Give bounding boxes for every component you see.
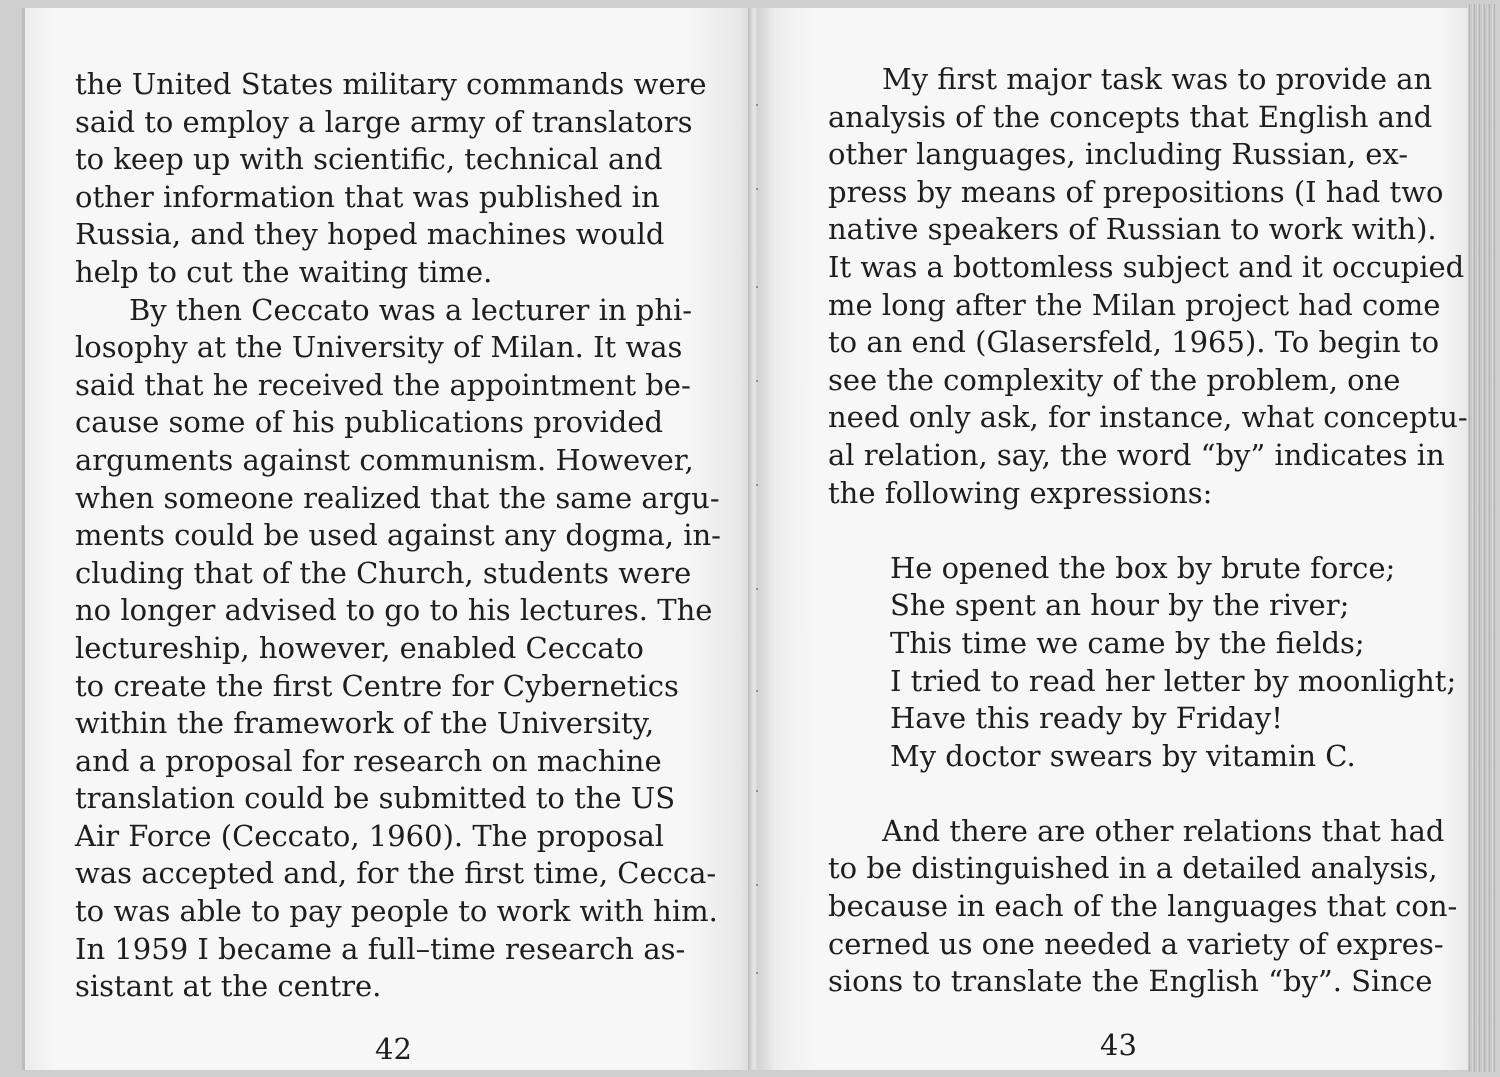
example-line: He opened the box by brute force; bbox=[890, 550, 1396, 585]
text-line: Russia, and they hoped machines would bbox=[75, 217, 665, 252]
text-line: translation could be submitted to the US bbox=[75, 781, 676, 816]
text-line: to keep up with scientific, technical and bbox=[75, 142, 663, 177]
page-number-left: 42 bbox=[375, 1032, 412, 1066]
text-line: me long after the Milan project had come bbox=[828, 287, 1441, 322]
text-line: In 1959 I became a full–time research as- bbox=[75, 931, 686, 966]
text-line: to be distinguished in a detailed analysis, bbox=[828, 851, 1438, 886]
example-line: My doctor swears by vitamin C. bbox=[890, 738, 1356, 773]
example-line: This time we came by the fields; bbox=[890, 625, 1365, 660]
text-line: By then Ceccato was a lecturer in phi- bbox=[129, 292, 693, 327]
text-line: losophy at the University of Milan. It was bbox=[75, 330, 683, 365]
text-line: need only ask, for instance, what conceptu- bbox=[828, 400, 1468, 435]
page-number-right: 43 bbox=[1100, 1028, 1137, 1062]
text-line: within the framework of the University, bbox=[75, 706, 655, 741]
text-line: was accepted and, for the first time, Cecca- bbox=[75, 856, 717, 891]
example-line: I tried to read her letter by moonlight; bbox=[890, 663, 1457, 698]
text-line: to was able to pay people to work with him. bbox=[75, 894, 718, 929]
left-page bbox=[22, 8, 750, 1070]
text-line: no longer advised to go to his lectures. The bbox=[75, 593, 713, 628]
left-page-text bbox=[75, 66, 721, 1006]
text-line: sions to translate the English “by”. Since bbox=[828, 964, 1433, 999]
text-line: to an end (Glasersfeld, 1965). To begin to bbox=[828, 325, 1440, 360]
text-line: cause some of his publications provided bbox=[75, 405, 664, 440]
text-line: native speakers of Russian to work with). bbox=[828, 212, 1437, 247]
example-line: Have this ready by Friday! bbox=[890, 701, 1283, 736]
text-line: My first major task was to provide an bbox=[882, 62, 1433, 96]
text-line: other languages, including Russian, ex- bbox=[828, 137, 1409, 172]
text-line: because in each of the languages that con- bbox=[828, 889, 1458, 924]
text-line: ments could be used against any dogma, in- bbox=[75, 518, 721, 553]
right-page bbox=[758, 8, 1468, 1070]
text-line: al relation, say, the word “by” indicates in bbox=[828, 437, 1445, 472]
text-line: lectureship, however, enabled Ceccato bbox=[75, 630, 644, 665]
text-line: arguments against communism. However, bbox=[75, 442, 694, 477]
spacer bbox=[828, 512, 1438, 550]
text-line: see the complexity of the problem, one bbox=[828, 362, 1401, 397]
text-line: other information that was published in bbox=[75, 179, 660, 214]
right-page-text bbox=[828, 61, 1468, 1001]
text-line: the following expressions: bbox=[828, 475, 1213, 510]
text-line: It was a bottomless subject and it occupied bbox=[828, 249, 1465, 284]
text-line: the United States military commands were bbox=[75, 67, 707, 101]
text-line: when someone realized that the same argu- bbox=[75, 480, 720, 515]
spacer bbox=[828, 775, 1438, 813]
text-line: cerned us one needed a variety of expres- bbox=[828, 926, 1444, 961]
text-line: press by means of prepositions (I had two bbox=[828, 174, 1444, 209]
text-line: to create the first Centre for Cybernetics bbox=[75, 668, 679, 703]
text-line: said to employ a large army of translators bbox=[75, 104, 693, 139]
example-line: She spent an hour by the river; bbox=[890, 588, 1350, 623]
text-line: Air Force (Ceccato, 1960). The proposal bbox=[75, 818, 665, 853]
text-line: And there are other relations that had bbox=[882, 813, 1445, 848]
text-line: and a proposal for research on machine bbox=[75, 743, 662, 778]
text-line: analysis of the concepts that English and bbox=[828, 99, 1433, 134]
page-edges bbox=[1466, 4, 1496, 1072]
text-line: said that he received the appointment be- bbox=[75, 367, 691, 402]
text-line: help to cut the waiting time. bbox=[75, 254, 493, 289]
text-line: sistant at the centre. bbox=[75, 969, 382, 1004]
text-line: cluding that of the Church, students were bbox=[75, 555, 692, 590]
